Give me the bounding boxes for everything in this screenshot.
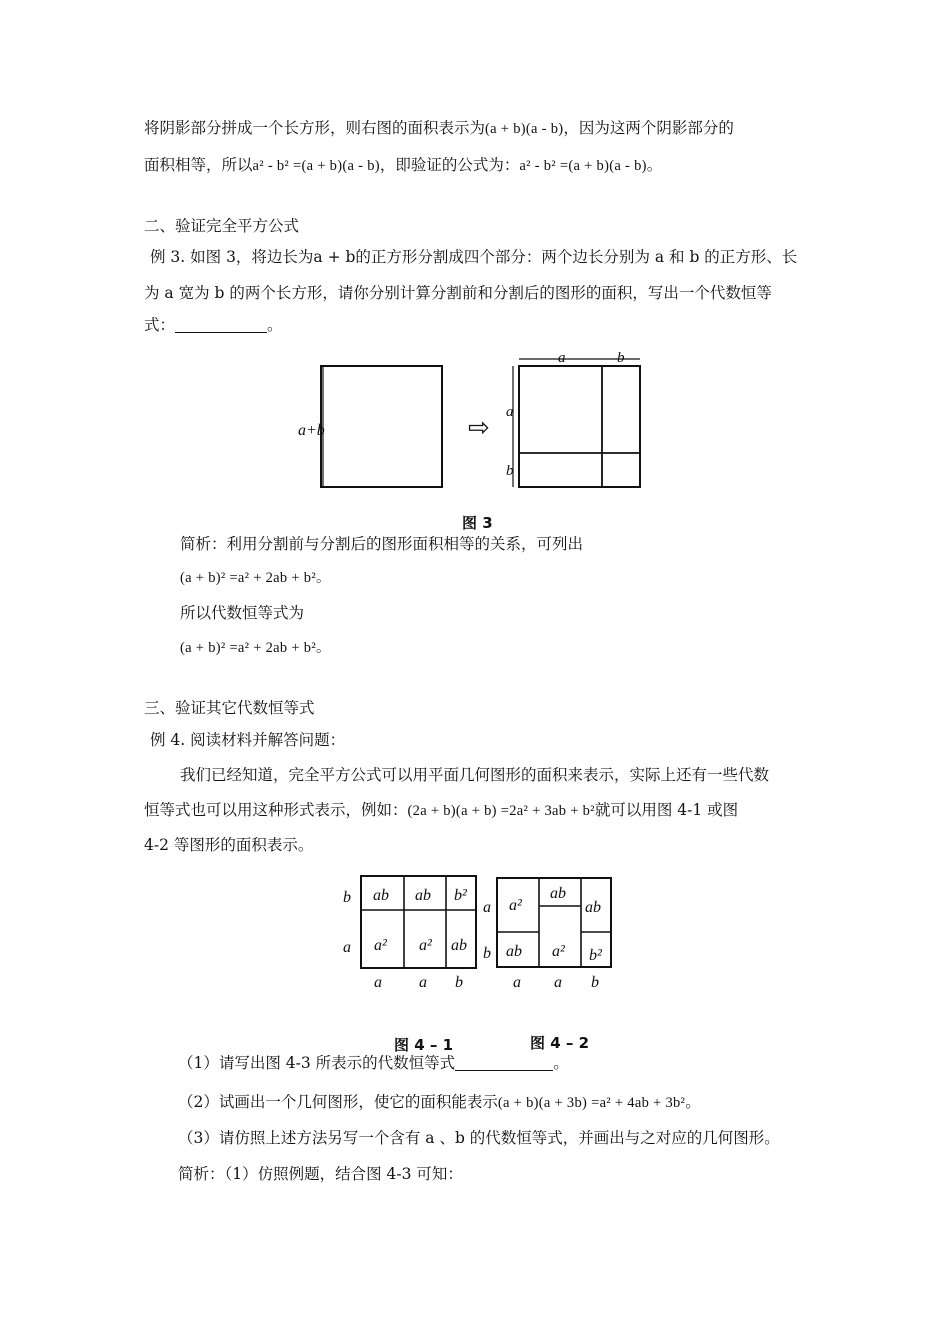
formula: (a + b)(a + 3b) =a² + 4ab + 3b² [497,1095,686,1111]
text-line [178,1091,701,1114]
text: 就可以用图 4-1 或图 [594,801,739,819]
text: 。 [646,156,663,174]
formula: a² - b² =(a + b)(a - b) [519,158,647,174]
fig41-col-label: a [419,974,427,991]
text-line: 例 4. 阅读材料并解答问题： [150,731,346,749]
fig41-cell: ab [451,937,467,954]
text: 将阴影部分拼成一个长方形，则右图的面积表示为 [144,119,486,137]
text-line: 为 a 宽为 b 的两个长方形，请你分别计算分割前和分割后的图形的面积，写出一个代数恒等 [144,284,772,302]
fig41-row-label: a [343,939,351,956]
fig41-cell: a² [419,937,432,954]
fig42-col-label: a [554,974,562,991]
arrow-icon: ⇨ [468,413,490,442]
fig3-label-top-b: b [617,350,625,366]
fig42-row-label: a [483,899,491,916]
figure-caption: 图 3 [462,514,493,532]
fig41-cell: a² [374,937,387,954]
fig41-col-label: a [374,974,382,991]
formula: (2a + b)(a + b) =2a² + 3ab + b² [407,803,595,819]
section-heading: 三、验证其它代数恒等式 [144,699,315,717]
figure-3 [0,350,950,530]
text-line [144,154,662,177]
fig3-whole-square [321,366,442,487]
section-heading: 二、验证完全平方公式 [144,217,300,235]
fig42-cell: b² [589,947,602,964]
figure-caption: 图 4 – 1 [394,1036,454,1054]
fig42-col-label: a [513,974,521,991]
text-line: 简析：利用分割前与分割后的图形面积相等的关系，可列出 [180,535,584,553]
fig3-label-side-b: b [506,463,514,479]
answer-blank [455,1054,553,1071]
text: 。 [267,316,283,334]
text: （2）试画出一个几何图形，使它的面积能表示 [178,1093,498,1111]
fig41-col-label: b [455,974,463,991]
fig42-cell: ab [550,885,566,902]
text: 。 [553,1054,569,1072]
formula: a² - b² =(a + b)(a - b) [252,158,380,174]
text-line: 4-2 等图形的面积表示。 [144,836,314,854]
fig42-cell: ab [585,899,601,916]
text-line: 我们已经知道，完全平方公式可以用平面几何图形的面积来表示，实际上还有一些代数 [180,766,770,784]
fig41-cell: ab [373,887,389,904]
fig42-cell: a² [509,897,522,914]
fig3-label-side-a: a [506,404,514,420]
text: （1）请写出图 4-3 所表示的代数恒等式 [178,1054,456,1072]
fig41-row-label: b [343,889,351,906]
text-line: 例 3. 如图 3，将边长为a + b的正方形分割成四个部分：两个边长分别为 a 和 b 的正方形、长 [150,248,798,266]
text-line [144,314,283,336]
fig42-cell: a² [552,943,565,960]
text: 面积相等，所以 [144,156,253,174]
text-line: 所以代数恒等式为 [180,604,305,622]
figure-4-1 [0,870,950,1010]
fig41-cell: b² [454,887,467,904]
text: ，因为这两个阴影部分的 [563,119,734,137]
text-line [144,799,738,822]
text: 式： [144,316,176,334]
fig42-cell: ab [506,943,522,960]
fig3-label-top-a: a [558,350,566,366]
text: 。 [685,1093,701,1111]
formula: (a + b)² =a² + 2ab + b²。 [180,640,331,656]
text-line [178,1052,569,1074]
text: ，即验证的公式为： [379,156,520,174]
fig41-cell: ab [415,887,431,904]
formula: (a + b)² =a² + 2ab + b²。 [180,570,331,586]
text-line [144,117,734,140]
text-line: （3）请仿照上述方法另写一个含有 a 、b 的代数恒等式，并画出与之对应的几何图形。 [178,1129,780,1147]
fig3-split-square [519,366,640,487]
text-line: 简析：（1）仿照例题，结合图 4-3 可知： [178,1165,463,1183]
text: 恒等式也可以用这种形式表示，例如： [144,801,408,819]
fig42-row-label: b [483,945,491,962]
fig42-col-label: b [591,974,599,991]
answer-blank [175,316,267,333]
formula: (a + b)(a - b) [485,121,564,137]
fig3-label-a-plus-b: a+b [298,422,325,439]
figure-caption: 图 4 – 2 [530,1034,590,1052]
